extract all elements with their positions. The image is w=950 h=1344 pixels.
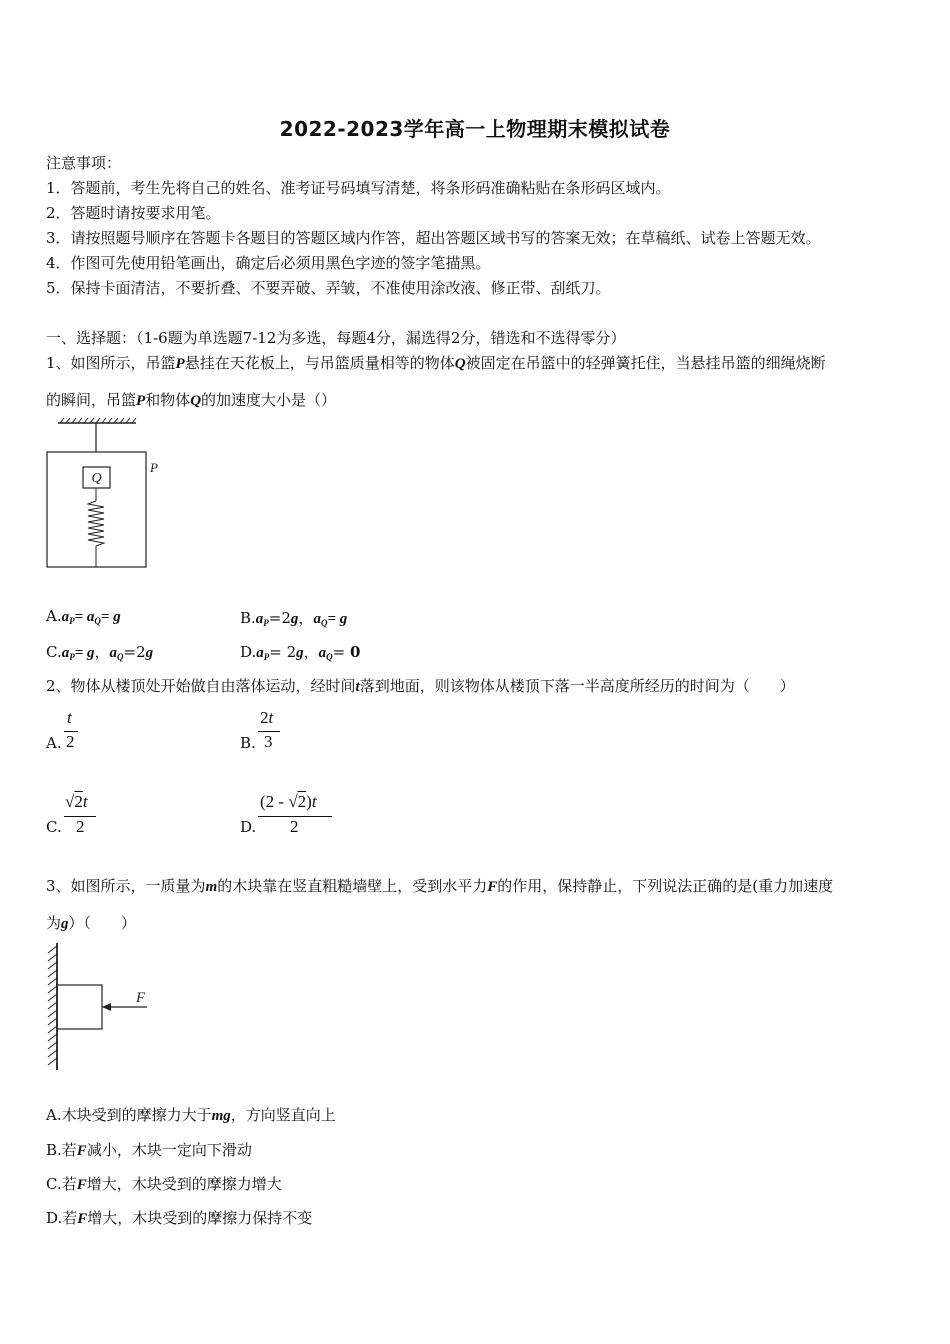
notice-item: 5．保持卡面清洁，不要折叠、不要弄破、弄皱，不准使用涂改液、修正带、刮纸刀。 bbox=[46, 279, 611, 297]
q2-stem: 2、物体从楼顶处开始做自由落体运动，经时间t落到地面，则该物体从楼顶下落一半高度所经历的时间为（ ） bbox=[46, 677, 795, 695]
q2-option-d-label[interactable]: D. bbox=[240, 818, 257, 836]
notice-item: 2．答题时请按要求用笔。 bbox=[46, 204, 221, 222]
label-q: Q bbox=[91, 471, 102, 486]
q1-stem-line1: 1、如图所示，吊篮P悬挂在天花板上，与吊篮质量相等的物体Q被固定在吊篮中的轻弹簧托住，当悬挂吊篮的细绳烧断 bbox=[46, 354, 826, 372]
q3-stem-line1: 3、如图所示，一质量为m的木块靠在竖直粗糙墙壁上，受到水平力F的作用，保持静止，下列说法正确的是(重力加速度 bbox=[46, 877, 834, 895]
q2-option-c-label[interactable]: C. bbox=[46, 818, 62, 836]
q1-basket-figure bbox=[40, 415, 170, 575]
q3-option-a[interactable]: A.木块受到的摩擦力大于mg，方向竖直向上 bbox=[46, 1106, 336, 1124]
notice-heading: 注意事项： bbox=[46, 154, 122, 172]
label-p: P bbox=[150, 460, 158, 475]
q1-option-a[interactable]: $A.a_P= a_Q= g$ bbox=[46, 607, 121, 626]
q2-option-c-fraction: √2t 2 bbox=[64, 792, 98, 840]
q3-option-d[interactable]: D.若F增大，木块受到的摩擦力保持不变 bbox=[46, 1209, 313, 1227]
q3-wall-block-figure bbox=[40, 940, 170, 1075]
q3-option-b[interactable]: B.若F减小，木块一定向下滑动 bbox=[46, 1141, 252, 1159]
notice-item: 1．答题前，考生先将自己的姓名、准考证号码填写清楚，将条形码准确粘贴在条形码区域内。 bbox=[46, 179, 671, 197]
q3-stem-line2: 为g）（ ） bbox=[46, 914, 137, 932]
q1-option-d[interactable]: $D.a_P= 2g$，$a_Q= 0$ bbox=[240, 643, 361, 662]
q2-option-d-fraction: (2 - √2)t 2 bbox=[258, 792, 334, 840]
page-title: 2022-2023学年高一上物理期末模拟试卷 bbox=[279, 117, 671, 141]
q2-option-a-label[interactable]: A. bbox=[46, 734, 62, 752]
q1-stem-line2: 的瞬间，吊篮P和物体Q的加速度大小是（） bbox=[46, 391, 337, 409]
notice-item: 3．请按照题号顺序在答题卡各题目的答题区域内作答，超出答题区域书写的答案无效；在草稿纸、试卷上答题无效。 bbox=[46, 229, 821, 247]
q1-option-b[interactable]: $B.a_P=2g$，$a_Q= g$ bbox=[240, 609, 348, 628]
label-f: F bbox=[136, 990, 146, 1006]
notice-item: 4．作图可先使用铅笔画出，确定后必须用黑色字迹的签字笔描黑。 bbox=[46, 254, 491, 272]
q2-option-b-label[interactable]: B. bbox=[240, 734, 256, 752]
q3-option-c[interactable]: C.若F增大，木块受到的摩擦力增大 bbox=[46, 1175, 282, 1193]
q2-option-b-fraction: 2t 3 bbox=[258, 708, 282, 754]
q1-option-c[interactable]: $C.a_P= g$，$a_Q=2g$ bbox=[46, 643, 154, 662]
q2-option-a-fraction: t 2 bbox=[64, 708, 80, 754]
section-heading: 一、选择题：（1-6题为单选题7-12为多选，每题4分，漏选得2分，错选和不选得零分） bbox=[46, 329, 626, 347]
